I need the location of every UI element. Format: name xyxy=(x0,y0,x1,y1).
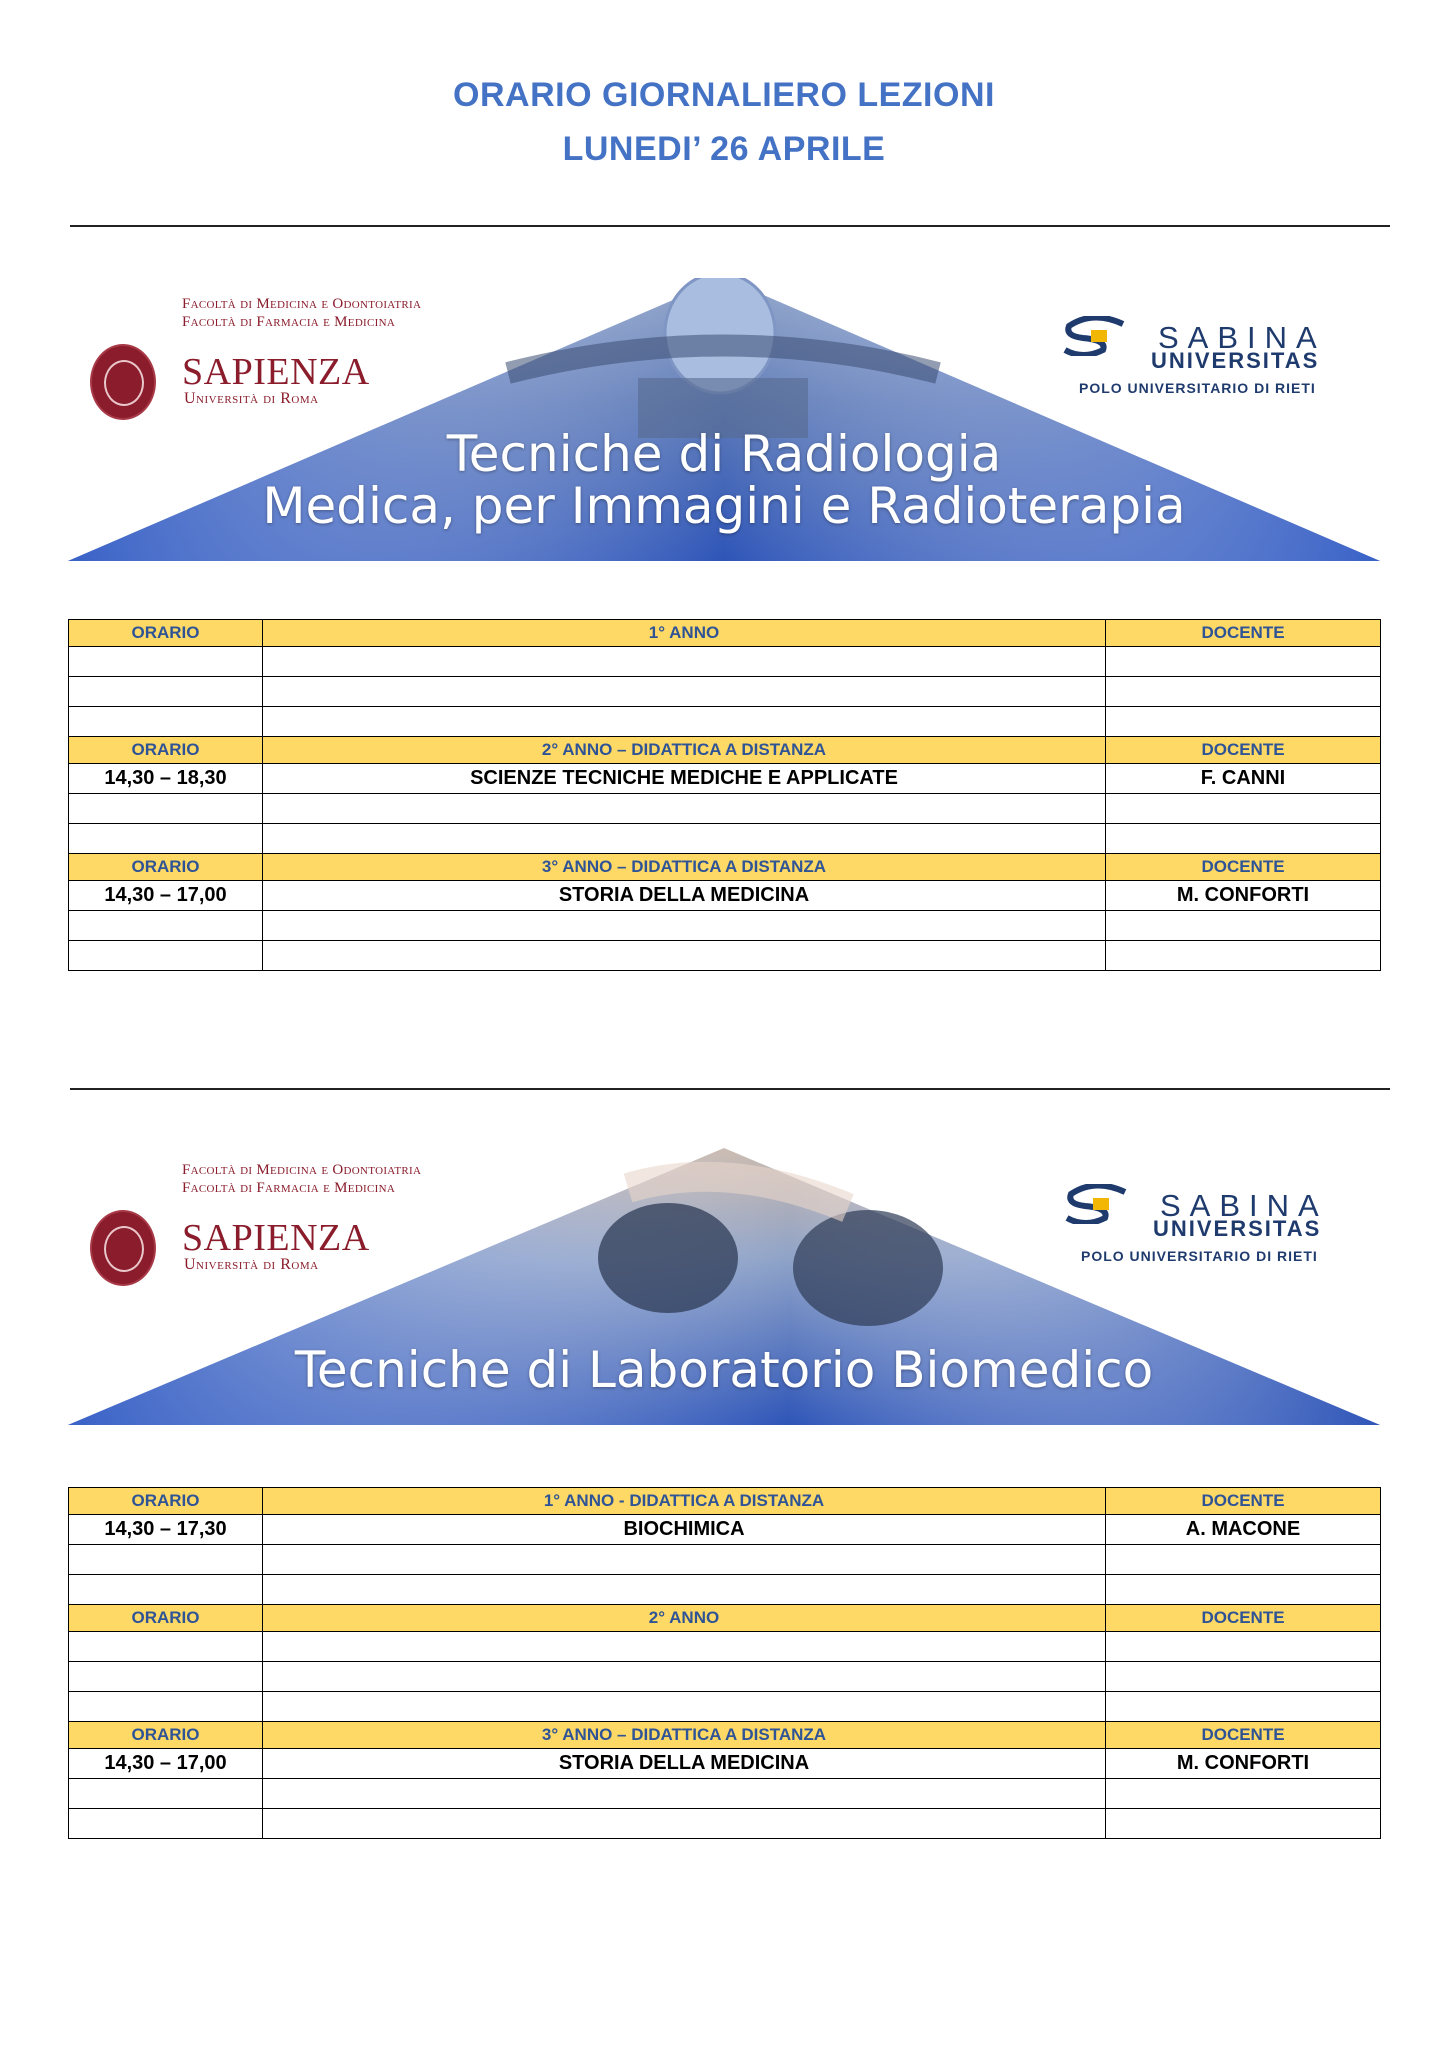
table-row xyxy=(69,1692,1381,1722)
header-orario: ORARIO xyxy=(69,1722,263,1749)
cell-materia xyxy=(263,1809,1106,1839)
table-row xyxy=(69,677,1381,707)
header-docente: DOCENTE xyxy=(1106,1722,1381,1749)
cell-docente xyxy=(1106,911,1381,941)
table-header-row xyxy=(69,854,1381,881)
course-title-line2: Medica, per Immagini e Radioterapia xyxy=(262,477,1186,535)
cell-docente: F. CANNI xyxy=(1106,764,1381,794)
header-docente: DOCENTE xyxy=(1106,737,1381,764)
cell-orario: 14,30 – 17,00 xyxy=(69,881,263,911)
cell-materia xyxy=(263,794,1106,824)
cell-orario xyxy=(69,707,263,737)
table-row xyxy=(69,1779,1381,1809)
sapienza-wordmark: SAPIENZA xyxy=(182,351,370,393)
cell-orario: 14,30 – 17,30 xyxy=(69,1515,263,1545)
sapienza-subtitle: Università di Roma xyxy=(184,390,319,407)
cell-materia xyxy=(263,824,1106,854)
divider xyxy=(70,1088,1390,1090)
cell-orario: 14,30 – 17,00 xyxy=(69,1749,263,1779)
cell-orario xyxy=(69,911,263,941)
table-row xyxy=(69,764,1381,794)
table-row xyxy=(69,1575,1381,1605)
header-orario: ORARIO xyxy=(69,1605,263,1632)
faculty-line-2: Facoltà di Farmacia e Medicina xyxy=(182,1180,396,1196)
cell-materia xyxy=(263,1779,1106,1809)
table-header-row xyxy=(69,1488,1381,1515)
cell-docente xyxy=(1106,1545,1381,1575)
table-header-row xyxy=(69,737,1381,764)
page-title-line2: LUNEDI’ 26 APRILE xyxy=(562,130,886,168)
cell-orario xyxy=(69,677,263,707)
sapienza-seal-logo xyxy=(90,1210,156,1286)
sapienza-subtitle: Università di Roma xyxy=(184,1256,319,1273)
cell-docente xyxy=(1106,647,1381,677)
cell-orario xyxy=(69,647,263,677)
cell-docente xyxy=(1106,824,1381,854)
table-row xyxy=(69,1749,1381,1779)
faculty-line-1: Facoltà di Medicina e Odontoiatria xyxy=(182,296,422,312)
cell-docente xyxy=(1106,677,1381,707)
cell-orario xyxy=(69,1632,263,1662)
cell-materia: BIOCHIMICA xyxy=(263,1515,1106,1545)
table-row xyxy=(69,881,1381,911)
cell-materia xyxy=(263,677,1106,707)
course-banner-radiologia xyxy=(68,278,1380,561)
header-docente: DOCENTE xyxy=(1106,854,1381,881)
cell-materia xyxy=(263,941,1106,971)
cell-orario xyxy=(69,1692,263,1722)
universitas-wordmark: UNIVERSITAS xyxy=(1153,1216,1322,1241)
table-header-row xyxy=(69,1722,1381,1749)
sabina-logo-icon xyxy=(1065,1184,1129,1224)
cell-orario xyxy=(69,1575,263,1605)
cell-docente xyxy=(1106,941,1381,971)
cell-orario xyxy=(69,794,263,824)
header-anno: 2° ANNO xyxy=(263,1605,1106,1632)
polo-rieti-label: POLO UNIVERSITARIO DI RIETI xyxy=(1081,1248,1318,1264)
table-row xyxy=(69,1632,1381,1662)
header-anno: 1° ANNO - DIDATTICA A DISTANZA xyxy=(263,1488,1106,1515)
cell-docente xyxy=(1106,1809,1381,1839)
cell-orario xyxy=(69,941,263,971)
sabina-logo-icon xyxy=(1063,316,1127,356)
header-anno: 2° ANNO – DIDATTICA A DISTANZA xyxy=(263,737,1106,764)
cell-docente: M. CONFORTI xyxy=(1106,1749,1381,1779)
cell-materia xyxy=(263,707,1106,737)
faculty-line-2: Facoltà di Farmacia e Medicina xyxy=(182,314,396,330)
sapienza-wordmark: SAPIENZA xyxy=(182,1217,370,1259)
header-docente: DOCENTE xyxy=(1106,620,1381,647)
universitas-wordmark: UNIVERSITAS xyxy=(1151,348,1320,373)
page-title-line1: ORARIO GIORNALIERO LEZIONI xyxy=(453,76,995,114)
cell-materia: SCIENZE TECNICHE MEDICHE E APPLICATE xyxy=(263,764,1106,794)
cell-orario xyxy=(69,1779,263,1809)
cell-materia xyxy=(263,911,1106,941)
cell-docente xyxy=(1106,794,1381,824)
cell-docente xyxy=(1106,1632,1381,1662)
faculty-line-1: Facoltà di Medicina e Odontoiatria xyxy=(182,1162,422,1178)
divider xyxy=(70,225,1390,227)
cell-docente xyxy=(1106,1779,1381,1809)
table-header-row xyxy=(69,620,1381,647)
cell-materia xyxy=(263,1692,1106,1722)
sabina-wordmark: SABINA xyxy=(1158,320,1326,355)
cell-materia xyxy=(263,1662,1106,1692)
schedule-table-radiologia xyxy=(68,619,1381,971)
sapienza-seal-logo xyxy=(90,344,156,420)
table-row xyxy=(69,707,1381,737)
schedule-table-laboratorio xyxy=(68,1487,1381,1839)
table-header-row xyxy=(69,1605,1381,1632)
course-banner-laboratorio xyxy=(68,1148,1380,1425)
cell-docente xyxy=(1106,1692,1381,1722)
table-row xyxy=(69,1515,1381,1545)
header-orario: ORARIO xyxy=(69,620,263,647)
header-docente: DOCENTE xyxy=(1106,1488,1381,1515)
header-orario: ORARIO xyxy=(69,1488,263,1515)
sabina-wordmark: SABINA xyxy=(1160,1188,1328,1223)
cell-materia xyxy=(263,1575,1106,1605)
header-orario: ORARIO xyxy=(69,854,263,881)
table-row xyxy=(69,824,1381,854)
polo-rieti-label: POLO UNIVERSITARIO DI RIETI xyxy=(1079,380,1316,396)
cell-docente xyxy=(1106,707,1381,737)
table-row xyxy=(69,1545,1381,1575)
cell-materia xyxy=(263,1632,1106,1662)
cell-orario xyxy=(69,824,263,854)
cell-docente xyxy=(1106,1575,1381,1605)
course-title-line1: Tecniche di Laboratorio Biomedico xyxy=(294,1341,1154,1399)
table-row xyxy=(69,911,1381,941)
header-anno: 3° ANNO – DIDATTICA A DISTANZA xyxy=(263,1722,1106,1749)
cell-orario: 14,30 – 18,30 xyxy=(69,764,263,794)
course-title-line1: Tecniche di Radiologia xyxy=(446,425,1002,483)
table-row xyxy=(69,941,1381,971)
table-row xyxy=(69,1662,1381,1692)
cell-docente: A. MACONE xyxy=(1106,1515,1381,1545)
cell-orario xyxy=(69,1662,263,1692)
cell-materia xyxy=(263,647,1106,677)
cell-materia xyxy=(263,1545,1106,1575)
cell-orario xyxy=(69,1809,263,1839)
table-row xyxy=(69,647,1381,677)
table-row xyxy=(69,1809,1381,1839)
cell-orario xyxy=(69,1545,263,1575)
header-docente: DOCENTE xyxy=(1106,1605,1381,1632)
cell-materia: STORIA DELLA MEDICINA xyxy=(263,881,1106,911)
header-anno: 3° ANNO – DIDATTICA A DISTANZA xyxy=(263,854,1106,881)
header-orario: ORARIO xyxy=(69,737,263,764)
cell-docente xyxy=(1106,1662,1381,1692)
header-anno: 1° ANNO xyxy=(263,620,1106,647)
cell-docente: M. CONFORTI xyxy=(1106,881,1381,911)
cell-materia: STORIA DELLA MEDICINA xyxy=(263,1749,1106,1779)
table-row xyxy=(69,794,1381,824)
